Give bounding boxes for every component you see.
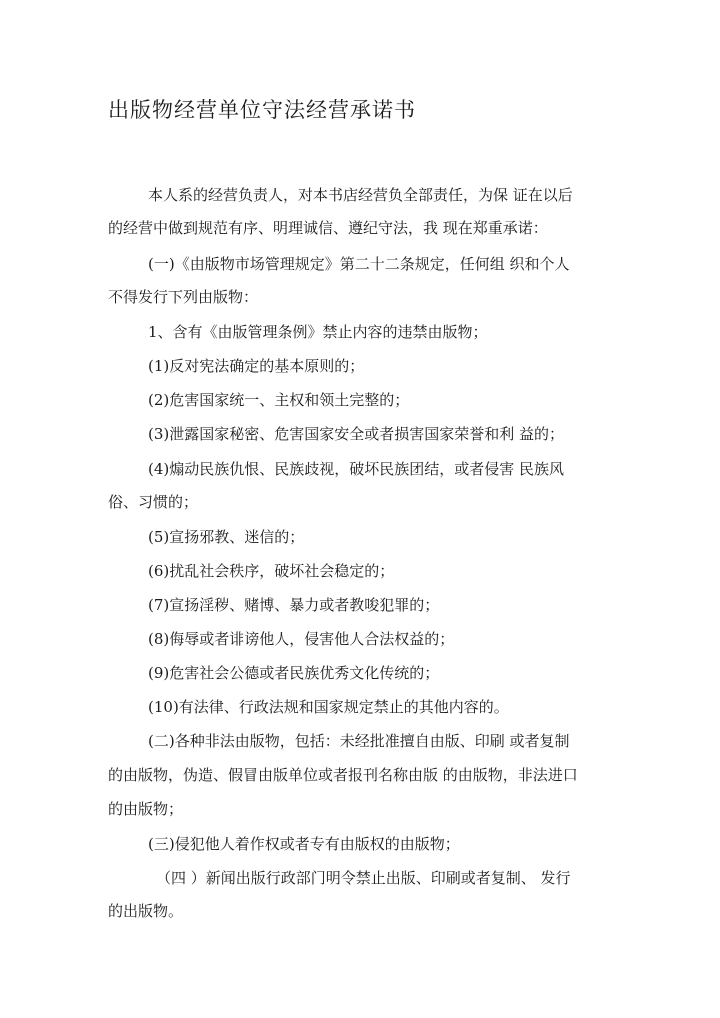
paragraph-line: 的由版物； — [108, 800, 184, 818]
paragraph-line: (二)各种非法由版物，包括：未经批准擅自由版、印刷 或者复制 — [148, 732, 570, 750]
list-item: (9)危害社会公德或者民族优秀文化传统的； — [148, 664, 440, 682]
paragraph-line: 的出版物。 — [108, 902, 184, 920]
list-item: (7)宣扬淫秽、赌博、暴力或者教唆犯罪的； — [148, 596, 440, 614]
list-item: (1)反对宪法确定的基本原则的； — [148, 357, 365, 375]
list-item: (8)侮辱或者诽谤他人，侵害他人合法权益的； — [148, 630, 455, 648]
list-item: (4)煽动民族仇恨、民族歧视，破坏民族团结，或者侵害 民族风 — [148, 460, 565, 478]
list-item: (5)宣扬邪教、迷信的； — [148, 528, 305, 546]
paragraph-line: 本人系的经营负责人，对本书店经营负全部责任，为保 证在以后 — [148, 186, 573, 204]
paragraph-line: (一)《由版物市场管理规定》第二十二条规定，任何组 织和个人 — [148, 255, 570, 273]
list-item: (6)扰乱社会秩序，破坏社会稳定的； — [148, 562, 395, 580]
list-item: (10)有法律、行政法规和国家规定禁止的其他内容的。 — [148, 698, 509, 716]
paragraph-line: 不得发行下列由版物： — [108, 288, 259, 306]
list-item-continuation: 俗、习惯的； — [108, 493, 199, 511]
paragraph-line: (三)侵犯他人着作权或者专有由版权的由版物； — [148, 835, 460, 853]
list-item: (2)危害国家统一、主权和领土完整的； — [148, 391, 410, 409]
list-item: (3)泄露国家秘密、危害国家安全或者损害国家荣誉和利 益的； — [148, 425, 565, 443]
paragraph-line: 1、含有《由版管理条例》禁止内容的违禁由版物； — [148, 323, 488, 341]
document-title: 出版物经营单位守法经营承诺书 — [108, 98, 416, 122]
paragraph-line: 的由版物，伪造、假冒由版单位或者报刊名称由版 的由版物，非法进口 — [108, 766, 578, 784]
paragraph-line: 的经营中做到规范有序、明理诚信、遵纪守法，我 现在郑重承诺： — [108, 219, 548, 237]
paragraph-line: （四 ）新闻出版行政部门明令禁止出版、印刷或者复制、 发行 — [156, 869, 571, 887]
